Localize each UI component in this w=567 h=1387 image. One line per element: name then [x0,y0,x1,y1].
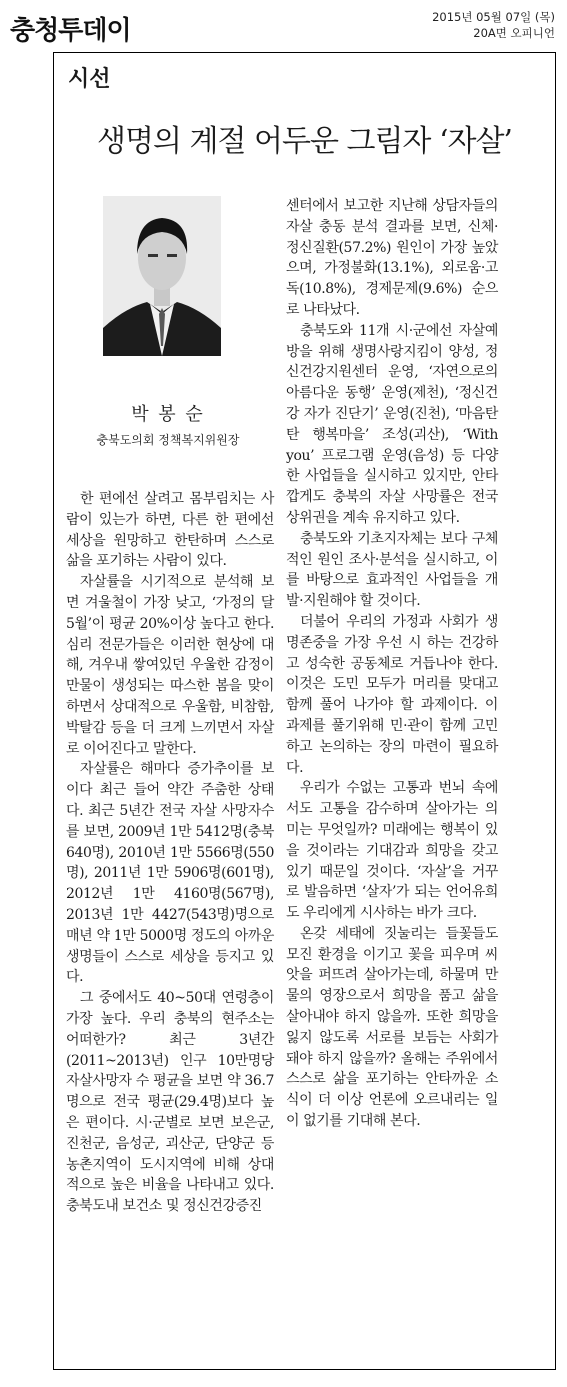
paragraph: 자살률은 해마다 증가추이를 보이다 최근 들어 약간 주춤한 상태다. 최근 5년간 전국 자살 사망자수를 보면, 2009년 1만 5412명(충북 640명), 2010년 1만 5566명(550명), 2011년 1만 5906명(601명), 2012년 1만 4160명(567명), 2013년 1만 4427(543명)명으로 매년 약 1만 5000명 정도의 아까운 생명들이 스스로 세상을 등지고 있다. [66,761,274,986]
paragraph-continuation: 센터에서 보고한 지난해 상담자들의 자살 충동 분석 결과를 보면, 신체·정신질환(57.2%) 원인이 가장 높았으며, 가정불화(13.1%), 외로움·고독(10.8%), 경제문제(9.6%) 순으로 나타났다. [286,198,498,318]
paragraph: 온갖 세태에 짓눌리는 들꽃들도 모진 환경을 이기고 꽃을 피우며 씨앗을 퍼뜨려 살아가는데, 하물며 만물의 영장으로서 희망을 품고 삶을 살아내야 하지 않을까. 또한 희망을 잃지 않도록 서로를 보듬는 사회가 돼야 하지 않을까? 올해는 주위에서 스스로 삶을 포기하는 안타까운 소식이 더 이상 언론에 오르내리는 일이 없기를 기대해 본다. [286,925,498,1130]
paragraph: 우리가 수없는 고통과 번뇌 속에서도 고통을 감수하며 살아가는 의미는 무엇일까? 미래에는 행복이 있을 것이라는 기대감과 희망을 갖고 있기 때문일 것이다. ‘자살’을 거꾸로 발음하면 ‘살자’가 되는 언어유희도 우리에게 시사하는 바가 크다. [286,780,498,922]
author-title: 충북도의회 정책복지위원장 [96,433,240,447]
publication-date: 2015년 05월 07일 (목) [432,10,555,24]
column-section-label: 시선 [68,67,111,92]
paragraph: 충북도와 기초지자체는 보다 구체적인 원인 조사·분석을 실시하고, 이를 바탕으로 효과적인 사업들을 개발·지원해야 할 것이다. [286,530,498,610]
paragraph: 그 중에서도 40~50대 연령층이 가장 높다. 우리 충북의 현주소는 어떠한가? 최근 3년간(2011~2013년) 인구 10만명당 자살사망자 수 평균을 보면 약 36.7명으로 전국 평균(29.4명)보다 높은 편이다. 시·군별로 보면 보은군, 진천군, 음성군, 괴산군, 단양군 등 농촌지역이 도시지역에 비해 상대적으로 높은 비율을 나타내고 있다. 충북도내 보건소 및 정신건강증진 [66,990,274,1215]
paragraph: 충북도와 11개 시·군에선 자살예방을 위해 생명사랑지킴이 양성, 정신건강지원센터 운영, ‘자연으로의 아름다운 동행’ 운영(제천), ‘정신건강 자가 진단기’ 운영(진천), ‘마음탄탄 행복마을’ 조성(괴산), ‘With you’ 프로그램 운영(음성) 등 다양한 사업들을 실시하고 있지만, 안타깝게도 충북의 자살 사망률은 전국 상위권을 계속 유지하고 있다. [286,322,498,526]
article-column-2 [286,196,498,1132]
article-column-1 [66,489,274,1217]
dateline [432,9,555,41]
author-name: 박 봉 순 [131,404,205,425]
masthead [0,0,567,46]
paragraph: 더불어 우리의 가정과 사회가 생명존중을 가장 우선 시 하는 건강하고 성숙한 공동체로 거듭나야 한다. 이것은 도민 모두가 머리를 맞대고 함께 풀어 나가야 할 과제이다. 이 과제를 풀기위해 민·관이 함께 고민하고 논의하는 장의 마련이 필요하다. [286,613,498,776]
paragraph: 한 편에선 살려고 몸부림치는 사람이 있는가 하면, 다른 한 편에선 세상을 원망하고 한탄하며 스스로 삶을 포기하는 사람이 있다. [66,491,274,570]
article-headline: 생명의 계절 어두운 그림자 ‘자살’ [97,124,512,159]
paragraph: 자살률을 시기적으로 분석해 보면 겨울철이 가장 낮고, ‘가정의 달 5월’이 평균 20%이상 높다고 한다. 심리 전문가들은 이러한 현상에 대해, 겨우내 쌓여있던 우울한 감정이 만물이 생성되는 따스한 봄을 맞이하면서 상대적으로 우울함, 비참함, 박탈감 등을 더 크게 느끼면서 자살로 이어진다고 말한다. [66,574,274,757]
page-section: 20A면 오피니언 [473,26,555,40]
newspaper-logo: 충청투데이 [10,16,131,46]
author-photo [103,196,221,356]
